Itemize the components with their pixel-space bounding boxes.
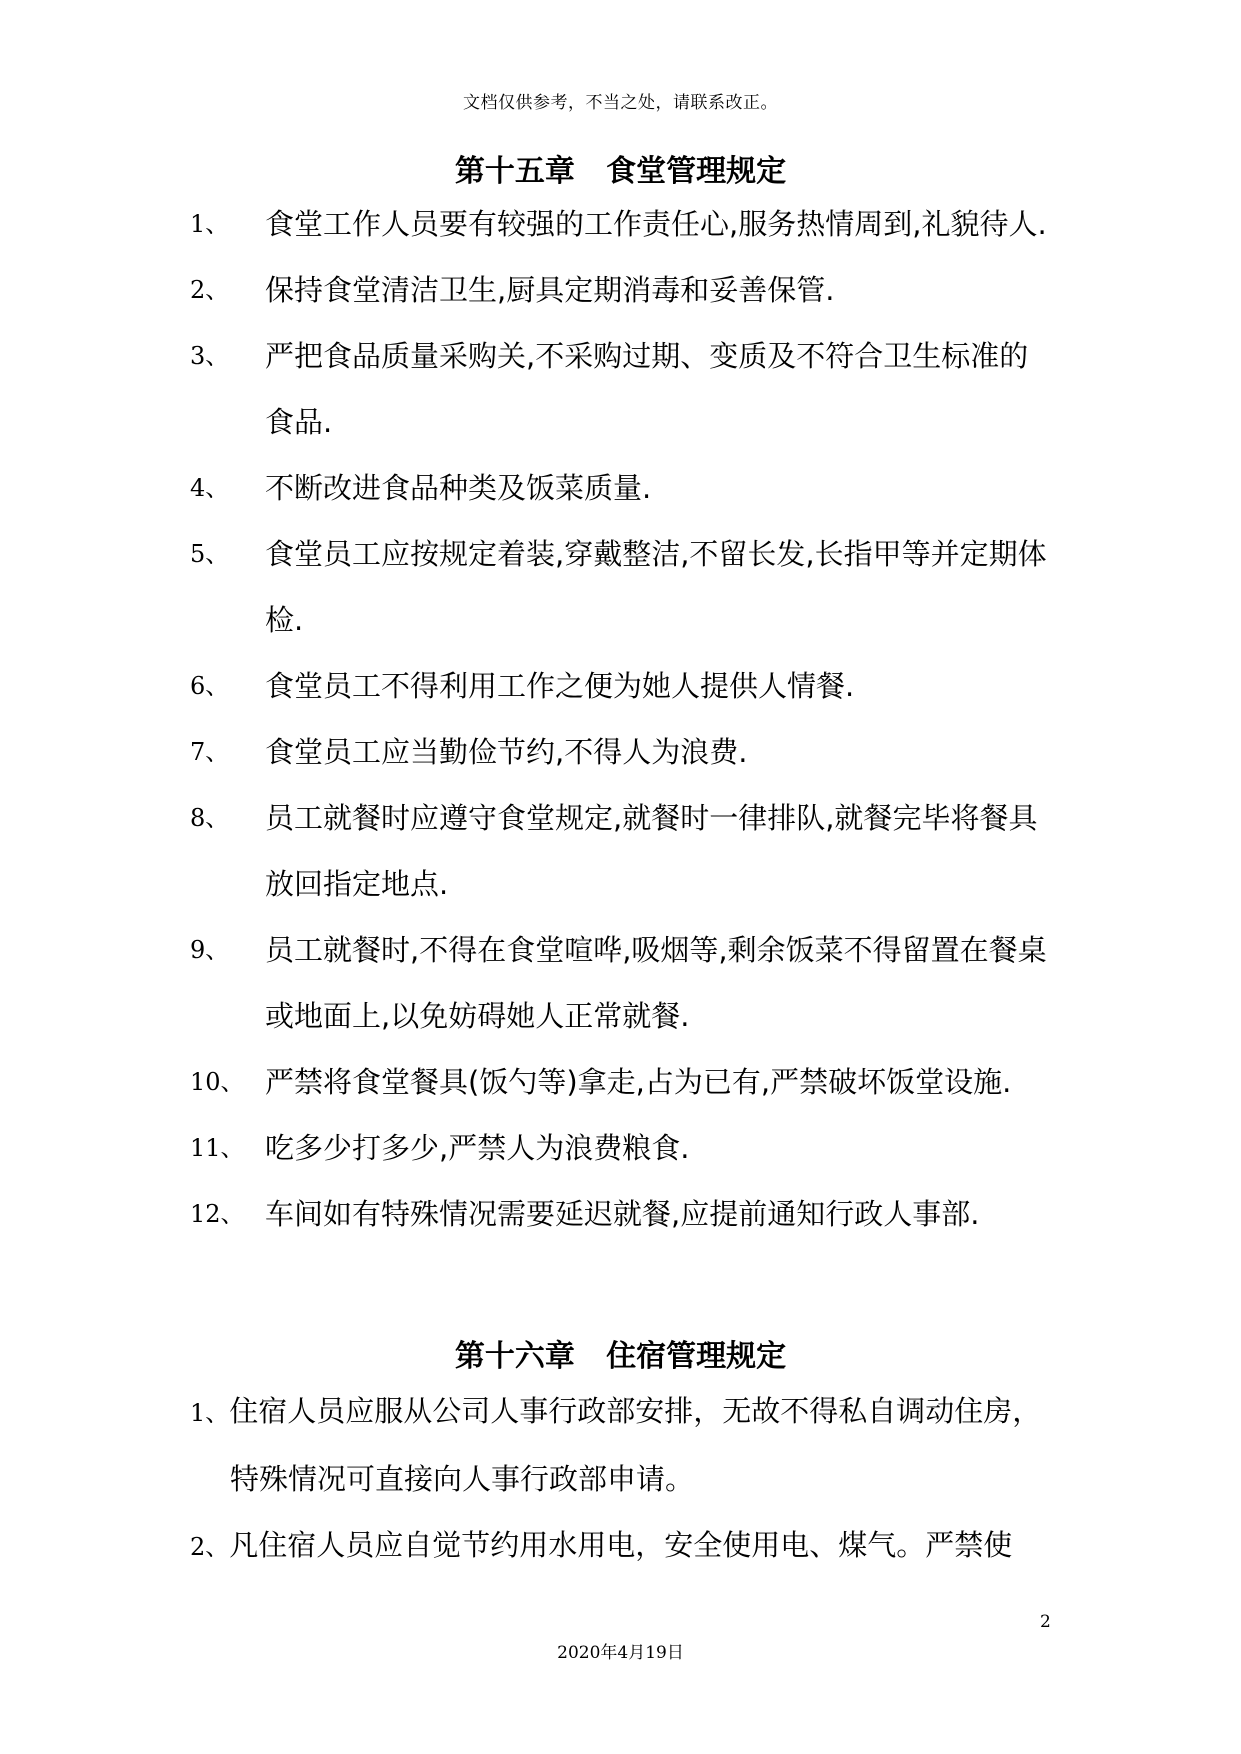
- item-text: 吃多少打多少,严禁人为浪费粮食.: [265, 1131, 690, 1165]
- item-text: 食堂员工应按规定着装,穿戴整洁,不留长发,长指甲等并定期体检.: [265, 537, 1047, 637]
- item-number: 2、: [190, 276, 230, 304]
- item-text: 车间如有特殊情况需要延迟就餐,应提前通知行政人事部.: [265, 1197, 980, 1231]
- chapter-15-title: 第十五章 食堂管理规定: [454, 154, 787, 189]
- header-note: 文档仅供参考，不当之处，请联系改正。: [463, 93, 778, 113]
- item-number: 10、: [190, 1068, 245, 1096]
- item-number: 8、: [190, 804, 230, 832]
- item-text: 保持食堂清洁卫生,厨具定期消毒和妥善保管.: [265, 273, 835, 307]
- chapter-16-title: 第十六章 住宿管理规定: [454, 1339, 787, 1374]
- item-number: 9、: [190, 936, 230, 964]
- list-item: [190, 191, 1050, 257]
- list-item: [190, 653, 1050, 719]
- list-item: [190, 323, 1050, 455]
- list-item: [190, 521, 1050, 653]
- list-item: [190, 257, 1050, 323]
- page-number: 2: [1040, 1612, 1051, 1632]
- item-number: 5、: [190, 540, 230, 568]
- item-text: 严把食品质量采购关,不采购过期、变质及不符合卫生标准的食品.: [265, 339, 1029, 439]
- item-text: 严禁将食堂餐具(饭勺等)拿走,占为已有,严禁破坏饭堂设施.: [265, 1065, 1012, 1099]
- list-item: [190, 719, 1050, 785]
- item-number: 12、: [190, 1200, 245, 1228]
- list-item: [190, 1181, 1050, 1247]
- item-number: 7、: [190, 738, 230, 766]
- list-item: [190, 1512, 1060, 1580]
- item-number: 1、: [190, 1399, 230, 1427]
- chapter-16-list: [190, 1378, 1060, 1580]
- item-text: 食堂工作人员要有较强的工作责任心,服务热情周到,礼貌待人.: [265, 207, 1047, 241]
- item-text: 凡住宿人员应自觉节约用水用电，安全使用电、煤气。严禁使: [229, 1528, 1013, 1562]
- footer-date: 2020年4月19日: [557, 1643, 684, 1663]
- item-text: 食堂员工不得利用工作之便为她人提供人情餐.: [265, 669, 855, 703]
- chapter-15-list: [190, 191, 1050, 1247]
- item-number: 6、: [190, 672, 230, 700]
- item-text: 食堂员工应当勤俭节约,不得人为浪费.: [265, 735, 748, 769]
- list-item: [190, 1115, 1050, 1181]
- item-number: 2、: [190, 1533, 230, 1561]
- item-text: 员工就餐时,不得在食堂喧哗,吸烟等,剩余饭菜不得留置在餐桌或地面上,以免妨碍她人正常就餐.: [265, 933, 1047, 1033]
- item-number: 11、: [190, 1134, 245, 1162]
- list-item: [190, 917, 1050, 1049]
- list-item: [190, 1378, 1060, 1512]
- item-number: 3、: [190, 342, 230, 370]
- item-number: 4、: [190, 474, 230, 502]
- item-text: 员工就餐时应遵守食堂规定,就餐时一律排队,就餐完毕将餐具放回指定地点.: [265, 801, 1038, 901]
- list-item: [190, 785, 1050, 917]
- item-number: 1、: [190, 210, 230, 238]
- list-item: [190, 455, 1050, 521]
- list-item: [190, 1049, 1050, 1115]
- item-text: 不断改进食品种类及饭菜质量.: [265, 471, 652, 505]
- item-text: 住宿人员应服从公司人事行政部安排，无故不得私自调动住房，特殊情况可直接向人事行政部申请。: [229, 1394, 1042, 1496]
